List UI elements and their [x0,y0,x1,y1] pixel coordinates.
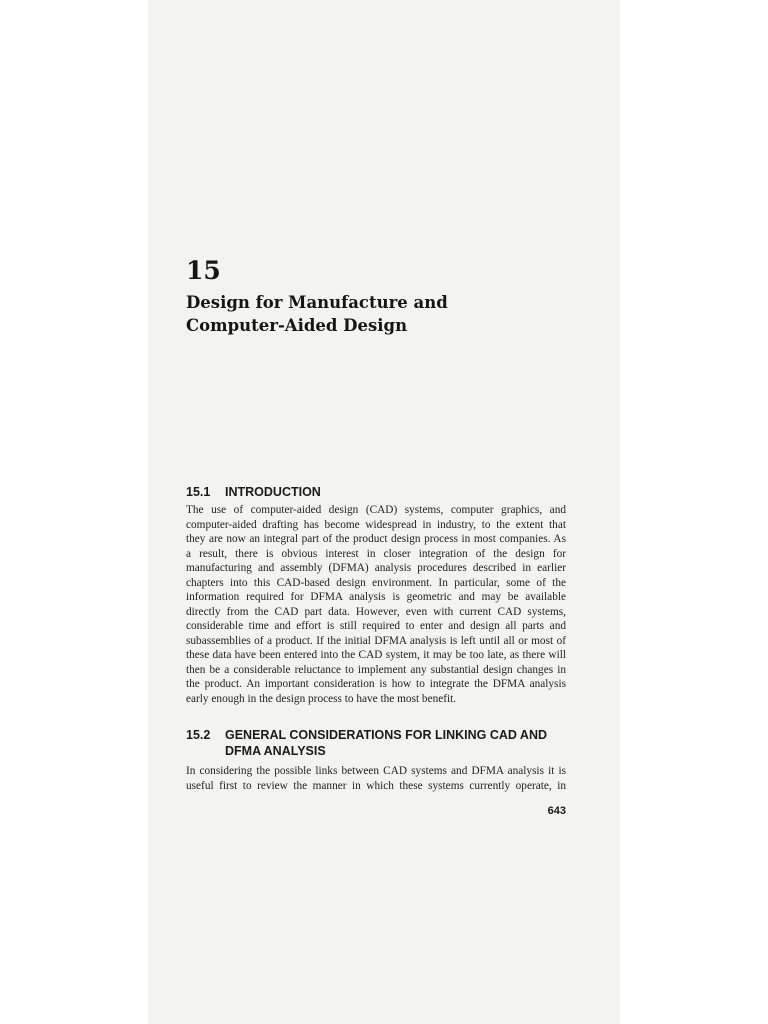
text-line: a result, there is obvious interest in closer integration of the design for [186,547,566,560]
text-line: chapters into this CAD-based design environment. In particular, some of the [186,576,566,589]
page-number: 643 [547,805,566,817]
text-line: the product. An important consideration is how to integrate the DFMA analysis [186,678,566,690]
text-line: early enough in the design process to have the most benefit. [186,692,457,705]
text-line: subassemblies of a product. If the initial DFMA analysis is left until all or most of [186,634,566,647]
section-heading-introduction [186,484,321,500]
section-title-line: DFMA ANALYSIS [225,744,326,758]
introduction-paragraph [186,503,566,706]
text-line: computer-aided drafting has become widespread in industry, to the extent that [186,518,566,531]
text-line: The use of computer-aided design (CAD) systems, computer graphics, and [186,504,566,516]
section-title-line: GENERAL CONSIDERATIONS FOR LINKING CAD AND [225,728,547,742]
chapter-title-line: Computer-Aided Design [186,316,408,335]
text-line: then be a considerable reluctance to implement any substantial design changes in [186,663,566,676]
text-line: these data have been entered into the CAD system, it may be too late, as there will [186,649,566,661]
linking-paragraph [186,764,566,793]
section-heading-linking-cad-dfma [186,727,547,759]
section-title: INTRODUCTION [225,485,321,499]
chapter-number: 15 [186,256,221,285]
chapter-title-line: Design for Manufacture and [186,293,448,312]
text-line: they are now an integral part of the product design process in most companies. As [186,533,566,545]
chapter-title [186,291,566,337]
text-line: useful first to review the manner in which these systems currently operate, in [186,779,566,792]
text-line: considerable time and effort is still required to enter and design all parts and [186,620,566,632]
section-number: 15.2 [186,728,211,742]
text-line: information required for DFMA analysis is geometric and may be available [186,591,566,603]
section-number: 15.1 [186,485,211,499]
text-line: manufacturing and assembly (DFMA) analysis procedures described in earlier [186,562,566,574]
text-line: directly from the CAD part data. However, even with current CAD systems, [186,605,566,618]
text-line: In considering the possible links between CAD systems and DFMA analysis it is [186,765,566,777]
